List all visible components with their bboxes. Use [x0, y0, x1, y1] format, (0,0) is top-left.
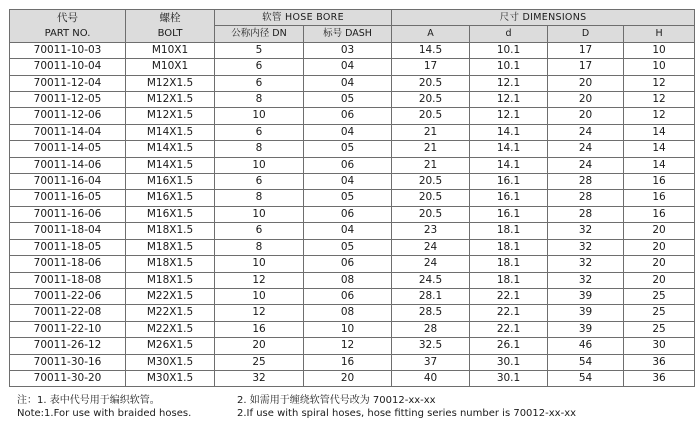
table-row — [10, 124, 695, 140]
footnote-col-2 — [217, 394, 576, 420]
d-large-cell: 20 — [548, 75, 624, 91]
d-large-cell: 28 — [548, 174, 624, 190]
dn-cell: 16 — [215, 321, 304, 337]
bolt-cell: M16X1.5 — [126, 174, 215, 190]
hose-bore-header: 软管 HOSE BORE — [215, 10, 392, 26]
h-cell: 12 — [624, 92, 695, 108]
a-cell: 20.5 — [392, 174, 470, 190]
h-cell: 20 — [624, 272, 695, 288]
d-large-cell: 32 — [548, 223, 624, 239]
dimensions-header: 尺寸 DIMENSIONS — [392, 10, 695, 26]
bolt-header — [126, 10, 215, 43]
dn-cell: 8 — [215, 190, 304, 206]
table-row — [10, 174, 695, 190]
bolt-cell: M22X1.5 — [126, 288, 215, 304]
h-cell: 12 — [624, 75, 695, 91]
dn-cell: 8 — [215, 92, 304, 108]
d-small-cell: 12.1 — [470, 75, 548, 91]
d-small-cell: 18.1 — [470, 239, 548, 255]
dash-header: 标号 DASH — [304, 26, 392, 42]
footnotes — [9, 394, 694, 420]
dash-cell: 05 — [304, 190, 392, 206]
d-small-cell: 12.1 — [470, 108, 548, 124]
table-row — [10, 75, 695, 91]
h-cell: 25 — [624, 288, 695, 304]
h-cell: 14 — [624, 157, 695, 173]
footnote-1-cn: 注：1. 表中代号用于编织软管。 — [17, 395, 160, 407]
d-small-cell: 14.1 — [470, 124, 548, 140]
dn-header: 公称内径 DN — [215, 26, 304, 42]
d-small-cell: 22.1 — [470, 321, 548, 337]
bolt-cell: M22X1.5 — [126, 321, 215, 337]
part-no-header-en: PART NO. — [44, 27, 91, 39]
d-large-cell: 20 — [548, 108, 624, 124]
d-large-header: D — [548, 26, 624, 42]
dn-cell: 20 — [215, 338, 304, 354]
a-cell: 17 — [392, 59, 470, 75]
h-cell: 20 — [624, 223, 695, 239]
footnote-2-cn: 2. 如需用于缠绕软管代号改为 70012-xx-xx — [237, 395, 436, 407]
bolt-cell: M14X1.5 — [126, 141, 215, 157]
d-large-cell: 28 — [548, 190, 624, 206]
d-small-cell: 30.1 — [470, 354, 548, 370]
bolt-cell: M12X1.5 — [126, 75, 215, 91]
dash-cell: 04 — [304, 124, 392, 140]
spec-sheet — [9, 9, 694, 420]
table-row — [10, 239, 695, 255]
h-header: H — [624, 26, 695, 42]
d-large-cell: 32 — [548, 256, 624, 272]
bolt-cell: M14X1.5 — [126, 157, 215, 173]
d-large-cell: 32 — [548, 239, 624, 255]
d-small-cell: 18.1 — [470, 272, 548, 288]
d-large-cell: 17 — [548, 59, 624, 75]
h-cell: 20 — [624, 239, 695, 255]
d-small-cell: 18.1 — [470, 223, 548, 239]
dash-cell: 05 — [304, 92, 392, 108]
d-large-cell: 20 — [548, 92, 624, 108]
d-small-cell: 14.1 — [470, 141, 548, 157]
part-no-cell: 70011-14-04 — [10, 124, 126, 140]
part-no-cell: 70011-16-06 — [10, 206, 126, 222]
d-small-cell: 26.1 — [470, 338, 548, 354]
d-small-cell: 16.1 — [470, 174, 548, 190]
h-cell: 25 — [624, 305, 695, 321]
dn-cell: 8 — [215, 141, 304, 157]
part-no-cell: 70011-14-06 — [10, 157, 126, 173]
part-no-cell: 70011-10-03 — [10, 42, 126, 58]
bolt-cell: M10X1 — [126, 59, 215, 75]
dash-cell: 05 — [304, 239, 392, 255]
d-large-cell: 39 — [548, 288, 624, 304]
bolt-cell: M18X1.5 — [126, 223, 215, 239]
d-small-cell: 22.1 — [470, 305, 548, 321]
part-no-cell: 70011-18-05 — [10, 239, 126, 255]
table-row — [10, 108, 695, 124]
part-no-cell: 70011-14-05 — [10, 141, 126, 157]
footnote-col-1 — [9, 394, 217, 420]
part-no-cell: 70011-18-06 — [10, 256, 126, 272]
d-large-cell: 24 — [548, 157, 624, 173]
dash-cell: 20 — [304, 370, 392, 386]
d-small-cell: 10.1 — [470, 59, 548, 75]
a-cell: 21 — [392, 124, 470, 140]
bolt-cell: M16X1.5 — [126, 190, 215, 206]
dash-cell: 12 — [304, 338, 392, 354]
d-small-cell: 30.1 — [470, 370, 548, 386]
d-large-cell: 28 — [548, 206, 624, 222]
a-cell: 21 — [392, 141, 470, 157]
table-row — [10, 288, 695, 304]
h-cell: 14 — [624, 124, 695, 140]
table-row — [10, 206, 695, 222]
a-cell: 24.5 — [392, 272, 470, 288]
d-small-cell: 12.1 — [470, 92, 548, 108]
d-small-cell: 14.1 — [470, 157, 548, 173]
dash-cell: 08 — [304, 305, 392, 321]
part-no-header — [10, 10, 126, 43]
dash-cell: 06 — [304, 206, 392, 222]
table-row — [10, 190, 695, 206]
part-no-cell: 70011-22-10 — [10, 321, 126, 337]
dn-cell: 10 — [215, 288, 304, 304]
d-large-cell: 54 — [548, 354, 624, 370]
part-no-cell: 70011-12-06 — [10, 108, 126, 124]
a-cell: 20.5 — [392, 108, 470, 124]
dash-cell: 10 — [304, 321, 392, 337]
bolt-cell: M16X1.5 — [126, 206, 215, 222]
dn-cell: 10 — [215, 256, 304, 272]
bolt-header-en: BOLT — [157, 27, 183, 39]
dn-cell: 6 — [215, 75, 304, 91]
dash-cell: 06 — [304, 288, 392, 304]
a-cell: 20.5 — [392, 206, 470, 222]
table-row — [10, 256, 695, 272]
dash-cell: 05 — [304, 141, 392, 157]
dash-cell: 08 — [304, 272, 392, 288]
part-no-cell: 70011-12-05 — [10, 92, 126, 108]
d-small-cell: 16.1 — [470, 206, 548, 222]
a-cell: 37 — [392, 354, 470, 370]
a-header: A — [392, 26, 470, 42]
table-row — [10, 157, 695, 173]
d-small-cell: 22.1 — [470, 288, 548, 304]
a-cell: 24 — [392, 256, 470, 272]
h-cell: 36 — [624, 354, 695, 370]
h-cell: 16 — [624, 206, 695, 222]
d-small-header: d — [470, 26, 548, 42]
bolt-cell: M26X1.5 — [126, 338, 215, 354]
dn-cell: 5 — [215, 42, 304, 58]
dash-cell: 03 — [304, 42, 392, 58]
dn-cell: 8 — [215, 239, 304, 255]
table-row — [10, 42, 695, 58]
dash-cell: 06 — [304, 256, 392, 272]
bolt-cell: M18X1.5 — [126, 256, 215, 272]
dash-cell: 04 — [304, 59, 392, 75]
part-no-cell: 70011-16-04 — [10, 174, 126, 190]
part-no-header-cn: 代号 — [57, 11, 78, 24]
footnote-2-en: 2.If use with spiral hoses, hose fitting series number is 70012-xx-xx — [237, 408, 577, 420]
dn-cell: 6 — [215, 59, 304, 75]
dash-cell: 04 — [304, 223, 392, 239]
d-large-cell: 39 — [548, 305, 624, 321]
part-no-cell: 70011-10-04 — [10, 59, 126, 75]
dn-cell: 32 — [215, 370, 304, 386]
d-large-cell: 17 — [548, 42, 624, 58]
table-row — [10, 59, 695, 75]
a-cell: 21 — [392, 157, 470, 173]
dn-cell: 6 — [215, 174, 304, 190]
dash-cell: 06 — [304, 157, 392, 173]
bolt-cell: M30X1.5 — [126, 354, 215, 370]
dash-cell: 04 — [304, 75, 392, 91]
table-row — [10, 305, 695, 321]
dn-cell: 12 — [215, 272, 304, 288]
table-row — [10, 92, 695, 108]
d-large-cell: 54 — [548, 370, 624, 386]
bolt-cell: M14X1.5 — [126, 124, 215, 140]
d-small-cell: 16.1 — [470, 190, 548, 206]
part-no-cell: 70011-30-20 — [10, 370, 126, 386]
part-no-cell: 70011-18-04 — [10, 223, 126, 239]
a-cell: 20.5 — [392, 75, 470, 91]
table-row — [10, 141, 695, 157]
dash-cell: 06 — [304, 108, 392, 124]
h-cell: 16 — [624, 190, 695, 206]
h-cell: 25 — [624, 321, 695, 337]
h-cell: 12 — [624, 108, 695, 124]
dn-cell: 6 — [215, 223, 304, 239]
a-cell: 32.5 — [392, 338, 470, 354]
part-no-cell: 70011-18-08 — [10, 272, 126, 288]
h-cell: 30 — [624, 338, 695, 354]
d-small-cell: 18.1 — [470, 256, 548, 272]
bolt-cell: M22X1.5 — [126, 305, 215, 321]
part-no-cell: 70011-12-04 — [10, 75, 126, 91]
bolt-cell: M12X1.5 — [126, 92, 215, 108]
d-large-cell: 39 — [548, 321, 624, 337]
h-cell: 14 — [624, 141, 695, 157]
h-cell: 16 — [624, 174, 695, 190]
part-no-cell: 70011-16-05 — [10, 190, 126, 206]
table-row — [10, 354, 695, 370]
dash-cell: 04 — [304, 174, 392, 190]
bolt-cell: M10X1 — [126, 42, 215, 58]
spec-table-body — [10, 42, 695, 387]
a-cell: 28.5 — [392, 305, 470, 321]
table-row — [10, 272, 695, 288]
dn-cell: 12 — [215, 305, 304, 321]
table-row — [10, 223, 695, 239]
fitting-spec-table — [9, 9, 695, 387]
table-row — [10, 370, 695, 386]
h-cell: 10 — [624, 42, 695, 58]
a-cell: 24 — [392, 239, 470, 255]
h-cell: 36 — [624, 370, 695, 386]
a-cell: 28 — [392, 321, 470, 337]
d-large-cell: 24 — [548, 124, 624, 140]
table-row — [10, 321, 695, 337]
part-no-cell: 70011-22-06 — [10, 288, 126, 304]
a-cell: 40 — [392, 370, 470, 386]
dash-cell: 16 — [304, 354, 392, 370]
dn-cell: 10 — [215, 206, 304, 222]
dn-cell: 6 — [215, 124, 304, 140]
part-no-cell: 70011-30-16 — [10, 354, 126, 370]
a-cell: 28.1 — [392, 288, 470, 304]
a-cell: 20.5 — [392, 190, 470, 206]
h-cell: 10 — [624, 59, 695, 75]
table-row — [10, 338, 695, 354]
dn-cell: 25 — [215, 354, 304, 370]
dn-cell: 10 — [215, 108, 304, 124]
d-large-cell: 24 — [548, 141, 624, 157]
d-small-cell: 10.1 — [470, 42, 548, 58]
a-cell: 14.5 — [392, 42, 470, 58]
part-no-cell: 70011-22-08 — [10, 305, 126, 321]
d-large-cell: 32 — [548, 272, 624, 288]
h-cell: 20 — [624, 256, 695, 272]
a-cell: 20.5 — [392, 92, 470, 108]
bolt-cell: M30X1.5 — [126, 370, 215, 386]
bolt-cell: M12X1.5 — [126, 108, 215, 124]
part-no-cell: 70011-26-12 — [10, 338, 126, 354]
a-cell: 23 — [392, 223, 470, 239]
bolt-cell: M18X1.5 — [126, 272, 215, 288]
d-large-cell: 46 — [548, 338, 624, 354]
bolt-header-cn: 螺栓 — [159, 11, 181, 24]
footnote-1-en: Note:1.For use with braided hoses. — [17, 408, 192, 420]
dn-cell: 10 — [215, 157, 304, 173]
bolt-cell: M18X1.5 — [126, 239, 215, 255]
